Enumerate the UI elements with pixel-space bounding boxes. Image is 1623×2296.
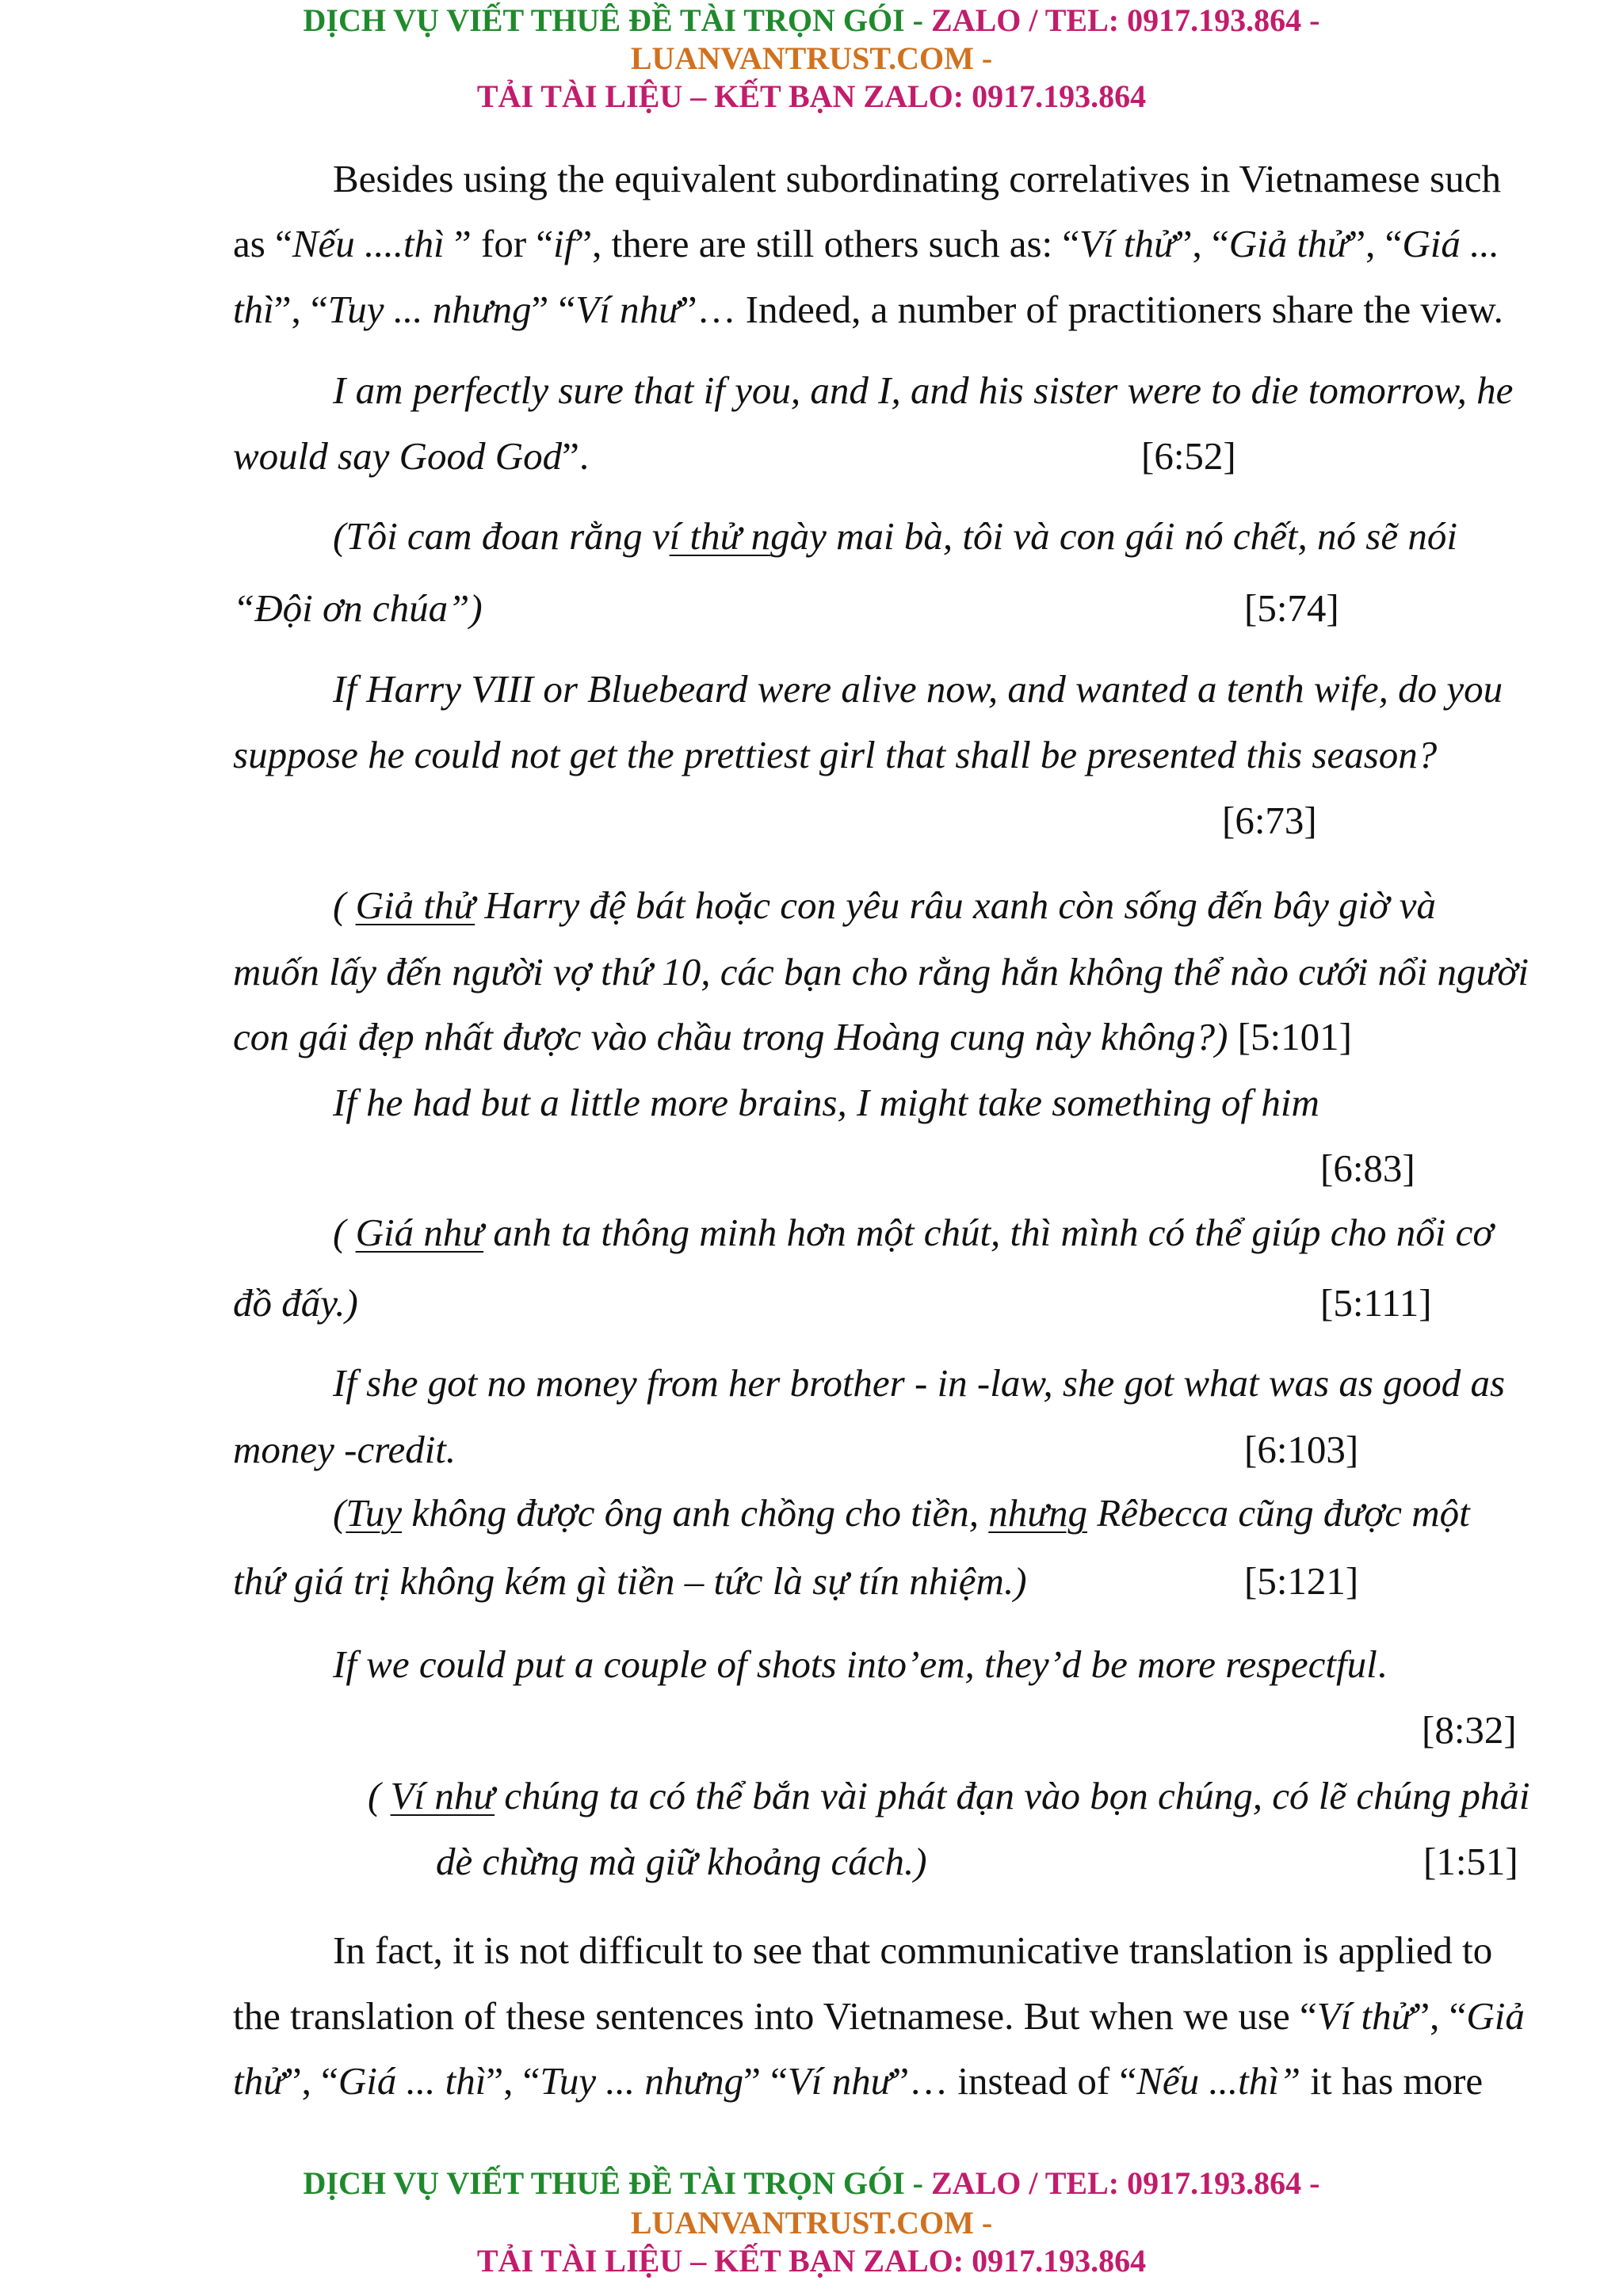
paragraph-line: Besides using the equivalent subordinating correlatives in Vietnamese such bbox=[333, 157, 1501, 200]
paragraph-line: as “Nếu ....thì ” for “if”, there are still others such as: “Ví thử”, “Giả thử”, “Giá ... bbox=[233, 222, 1499, 265]
citation: [6:73] bbox=[1222, 799, 1317, 842]
banner-line-1 bbox=[0, 2, 1623, 40]
citation: [1:51] bbox=[1423, 1840, 1518, 1883]
paragraph-line: thử”, “Giá ... thì”, “Tuy ... nhưng” “Ví như”… instead of “Nếu ...thì” it has more bbox=[233, 2059, 1484, 2103]
english-example: suppose he could not get the prettiest girl that shall be presented this season? bbox=[233, 733, 1438, 776]
english-example: If Harry VIII or Bluebeard were alive now, and wanted a tenth wife, do you bbox=[333, 667, 1503, 711]
banner-zalo-text: ZALO / TEL: 0917.193.864 - bbox=[931, 2165, 1320, 2201]
banner-service-text: DỊCH VỤ VIẾT THUÊ ĐỀ TÀI TRỌN GÓI - bbox=[303, 2, 931, 38]
banner-download-text: TẢI TÀI LIỆU – KẾT BẠN ZALO: 0917.193.864 bbox=[476, 78, 1147, 114]
vietnamese-translation: (Tuy không được ông anh chồng cho tiền, nhưng Rêbecca cũng được một bbox=[333, 1491, 1470, 1535]
vietnamese-translation: thứ giá trị không kém gì tiền – tức là sự tín nhiệm.) bbox=[233, 1559, 1027, 1603]
vietnamese-translation: muốn lấy đến người vợ thứ 10, các bạn cho rằng hắn không thể nào cưới nổi người bbox=[233, 950, 1529, 994]
english-example: would say Good God”. bbox=[233, 434, 590, 478]
vietnamese-translation: ( Giá như anh ta thông minh hơn một chút, thì mình có thể giúp cho nổi cơ bbox=[333, 1211, 1494, 1254]
banner-service-text: DỊCH VỤ VIẾT THUÊ ĐỀ TÀI TRỌN GÓI - bbox=[303, 2165, 931, 2201]
citation: [5:101] bbox=[1237, 1015, 1352, 1058]
citation: [6:52] bbox=[1141, 434, 1236, 478]
paragraph-line: the translation of these sentences into Vietnamese. But when we use “Ví thử”, “Giả bbox=[233, 1994, 1525, 2038]
citation: [5:74] bbox=[1244, 586, 1339, 630]
banner-line-1 bbox=[0, 2164, 1623, 2203]
vietnamese-translation: ( Ví như chúng ta có thể bắn vài phát đạn vào bọn chúng, có lẽ chúng phải bbox=[368, 1774, 1530, 1817]
citation: [5:121] bbox=[1244, 1559, 1359, 1603]
paragraph-line: In fact, it is not difficult to see that communicative translation is applied to bbox=[333, 1928, 1493, 1972]
vietnamese-translation: con gái đẹp nhất được vào chầu trong Hoàng cung này không?) [5:101] bbox=[233, 1015, 1352, 1058]
english-example: money -credit. bbox=[233, 1428, 456, 1471]
vietnamese-translation: ( Giả thử Harry đệ bát hoặc con yêu râu xanh còn sống đến bây giờ và bbox=[333, 883, 1436, 927]
english-example: If she got no money from her brother - in -law, she got what was as good as bbox=[333, 1361, 1506, 1405]
english-example: If we could put a couple of shots into’em, they’d be more respectful. bbox=[333, 1642, 1387, 1686]
vietnamese-translation: (Tôi cam đoan rằng ví thử ngày mai bà, tôi và con gái nó chết, nó sẽ nói bbox=[333, 514, 1457, 558]
english-example: I am perfectly sure that if you, and I, and his sister were to die tomorrow, he bbox=[333, 368, 1514, 412]
vietnamese-translation: đồ đấy.) bbox=[233, 1281, 358, 1325]
citation: [8:32] bbox=[1422, 1708, 1517, 1752]
citation: [6:103] bbox=[1244, 1428, 1359, 1471]
citation: [6:83] bbox=[1320, 1146, 1415, 1190]
vietnamese-translation: dè chừng mà giữ khoảng cách.) bbox=[436, 1840, 927, 1883]
banner-zalo-text: ZALO / TEL: 0917.193.864 - bbox=[931, 2, 1320, 38]
banner-website: LUANVANTRUST.COM - bbox=[630, 40, 993, 76]
banner-website: LUANVANTRUST.COM - bbox=[630, 2205, 993, 2241]
banner-download-text: TẢI TÀI LIỆU – KẾT BẠN ZALO: 0917.193.864 bbox=[476, 2243, 1147, 2279]
paragraph-line: thì”, “Tuy ... nhưng” “Ví như”… Indeed, a number of practitioners share the view. bbox=[233, 288, 1503, 331]
citation: [5:111] bbox=[1320, 1281, 1432, 1325]
vietnamese-translation: “Đội ơn chúa”) bbox=[233, 586, 483, 630]
english-example: If he had but a little more brains, I might take something of him bbox=[333, 1081, 1319, 1124]
